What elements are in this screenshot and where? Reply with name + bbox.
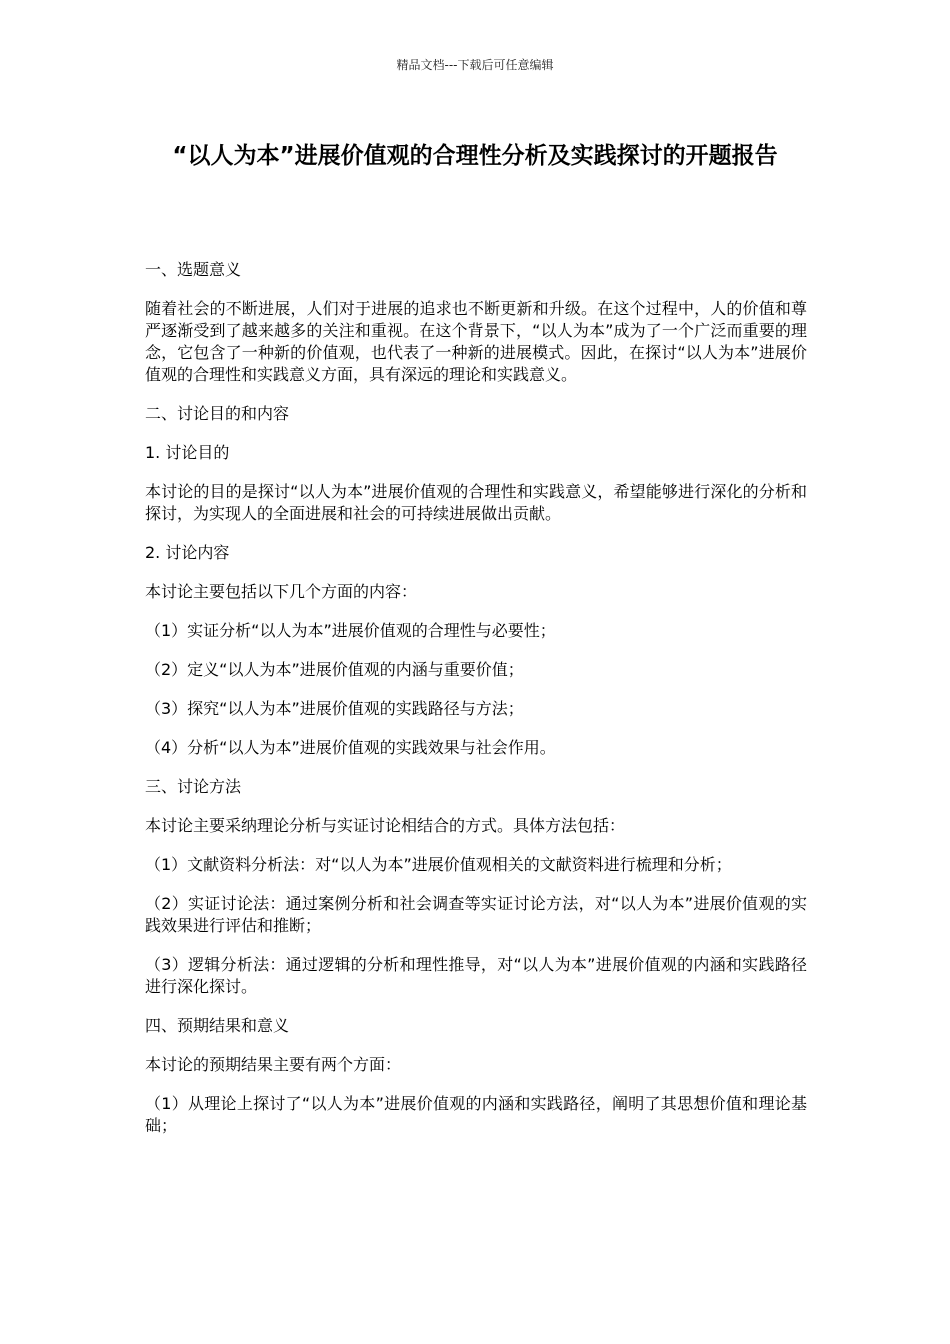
header-note: 精品文档---下载后可任意编辑 xyxy=(396,58,554,72)
section-heading: 一、选题意义 xyxy=(145,260,242,279)
paragraph: 本讨论的目的是探讨“以人为本”进展价值观的合理性和实践意义，希望能够进行深化的分析和探讨，为实现人的全面进展和社会的可持续进展做出贡献。 xyxy=(145,482,807,523)
list-item: （2）实证讨论法：通过案例分析和社会调查等实证讨论方法，对“以人为本”进展价值观的实践效果进行评估和推断； xyxy=(145,894,807,935)
document-title: “以人为本”进展价值观的合理性分析及实践探讨的开题报告 xyxy=(172,143,778,169)
subsection-heading: 1. 讨论目的 xyxy=(145,443,230,462)
list-item: （4）分析“以人为本”进展价值观的实践效果与社会作用。 xyxy=(145,738,556,757)
paragraph: 本讨论主要采纳理论分析与实证讨论相结合的方式。具体方法包括： xyxy=(145,816,626,835)
section-heading: 二、讨论目的和内容 xyxy=(145,404,290,423)
paragraph: 本讨论主要包括以下几个方面的内容： xyxy=(145,582,418,601)
paragraph: 本讨论的预期结果主要有两个方面： xyxy=(145,1055,402,1074)
section-heading: 四、预期结果和意义 xyxy=(145,1016,290,1035)
document-body xyxy=(145,259,807,1154)
section-heading: 三、讨论方法 xyxy=(145,777,242,796)
list-item: （1）实证分析“以人为本”进展价值观的合理性与必要性； xyxy=(145,621,556,640)
list-item: （2）定义“以人为本”进展价值观的内涵与重要价值； xyxy=(145,660,524,679)
list-item: （3）逻辑分析法：通过逻辑的分析和理性推导，对“以人为本”进展价值观的内涵和实践路径进行深化探讨。 xyxy=(145,955,807,996)
paragraph: 随着社会的不断进展，人们对于进展的追求也不断更新和升级。在这个过程中，人的价值和尊严逐渐受到了越来越多的关注和重视。在这个背景下，“以人为本”成为了一个广泛而重要的理念，它包含了一种新的价值观，也代表了一种新的进展模式。因此，在探讨“以人为本”进展价值观的合理性和实践意义方面，具有深远的理论和实践意义。 xyxy=(145,299,807,384)
subsection-heading: 2. 讨论内容 xyxy=(145,543,230,562)
list-item: （1）从理论上探讨了“以人为本”进展价值观的内涵和实践路径，阐明了其思想价值和理论基础； xyxy=(145,1094,807,1135)
list-item: （1）文献资料分析法：对“以人为本”进展价值观相关的文献资料进行梳理和分析； xyxy=(145,855,732,874)
list-item: （3）探究“以人为本”进展价值观的实践路径与方法； xyxy=(145,699,524,718)
